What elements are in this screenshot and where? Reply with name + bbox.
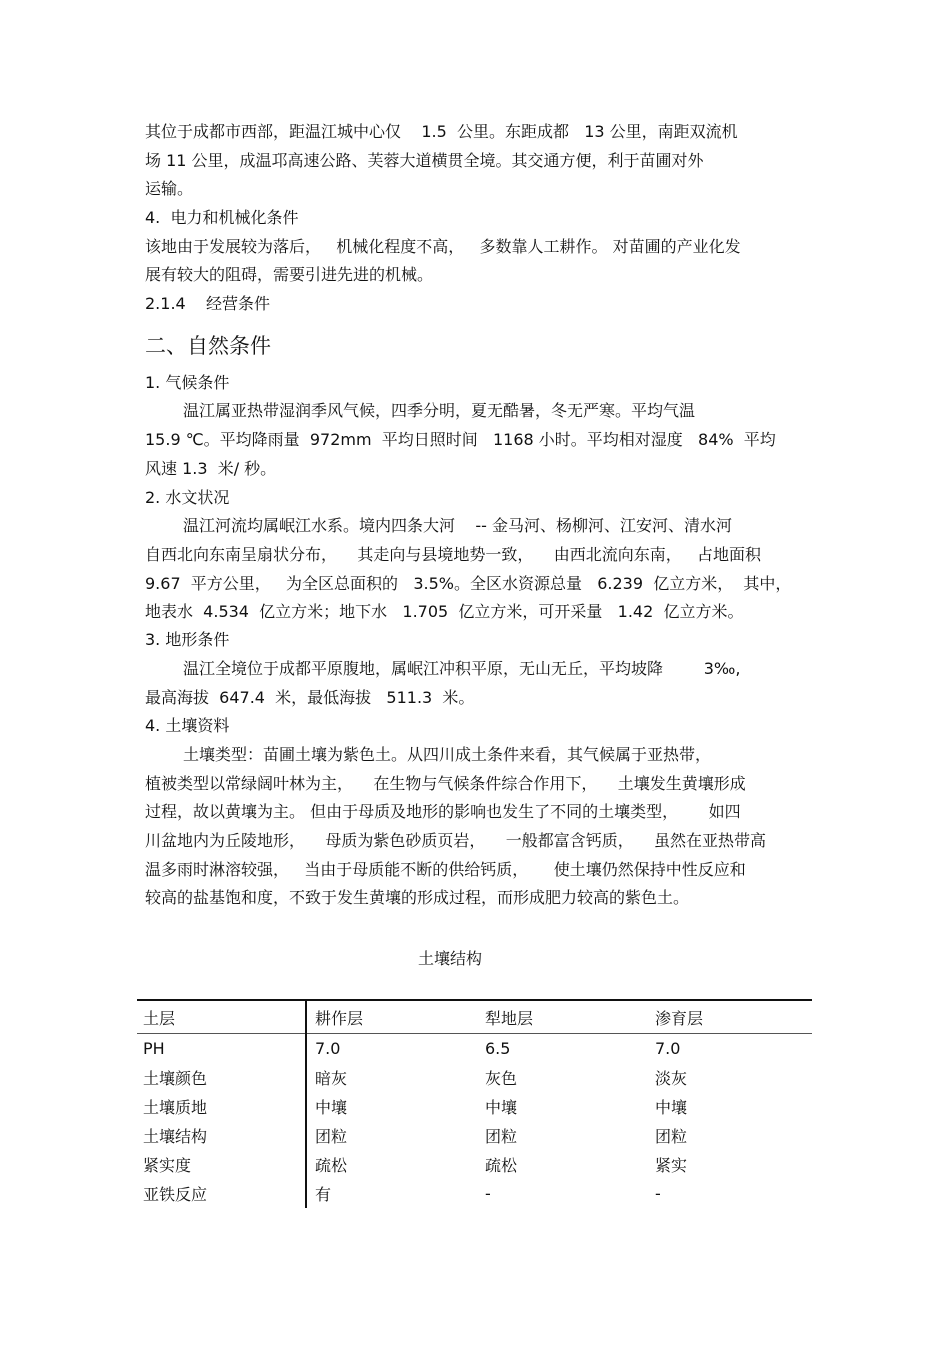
subheading: 4. 土壤资料 <box>145 716 230 735</box>
table-cell: 中壤 <box>655 1098 688 1117</box>
table-header-cell: 土层 <box>137 1000 306 1034</box>
table-cell: 团粒 <box>315 1127 348 1146</box>
table-cell: 紧实 <box>655 1156 688 1175</box>
table-header-row <box>137 1000 812 1034</box>
table-cell: 7.0 <box>315 1039 341 1058</box>
table-cell: 淡灰 <box>655 1069 688 1088</box>
table-cell: 土壤结构 <box>137 1121 306 1150</box>
table-cell: 中壤 <box>485 1098 518 1117</box>
table-cell: 暗灰 <box>315 1069 348 1088</box>
subheading: 2.1.4 经营条件 <box>145 294 271 313</box>
table-cell: PH <box>137 1034 306 1064</box>
table-cell: 团粒 <box>655 1127 688 1146</box>
table-cell: 7.0 <box>655 1039 681 1058</box>
text-line: 温江河流均属岷江水系。境内四条大河 -- 金马河、杨柳河、江安河、清水河 <box>183 516 732 535</box>
table-cell: 亚铁反应 <box>137 1179 306 1208</box>
table-row <box>137 1150 812 1179</box>
table-cell: - <box>485 1184 491 1203</box>
table-cell: 灰色 <box>485 1069 518 1088</box>
text-line: 场 11 公里，成温邛高速公路、芙蓉大道横贯全境。其交通方便，利于苗圃对外 <box>145 151 704 170</box>
subheading: 3. 地形条件 <box>145 630 230 649</box>
table-cell: 团粒 <box>485 1127 518 1146</box>
table-row <box>137 1063 812 1092</box>
subheading: 4. 电力和机械化条件 <box>145 208 299 227</box>
table-caption: 土壤结构 <box>417 949 482 968</box>
table-cell: 有 <box>315 1185 332 1204</box>
text-line: 9.67 平方公里， 为全区总面积的 3.5%。全区水资源总量 6.239 亿立方米， 其中， <box>145 574 792 593</box>
text-line: 川盆地内为丘陵地形， 母质为紫色砂质页岩， 一般都富含钙质， 虽然在亚热带高 <box>145 831 767 850</box>
text-line: 温多雨时淋溶较强， 当由于母质能不断的供给钙质， 使土壤仍然保持中性反应和 <box>145 860 746 879</box>
table-cell: 土壤颜色 <box>137 1063 306 1092</box>
text-line: 其位于成都市西部，距温江城中心仅 1.5 公里。东距成都 13 公里，南距双流机 <box>145 122 738 141</box>
text-line: 植被类型以常绿阔叶林为主， 在生物与气候条件综合作用下， 土壤发生黄壤形成 <box>145 774 746 793</box>
text-line: 风速 1.3 米/ 秒。 <box>145 459 277 478</box>
table-header-cell: 犁地层 <box>479 1000 649 1034</box>
table-header-cell: 耕作层 <box>306 1000 479 1034</box>
table-row <box>137 1179 812 1208</box>
text-line: 地表水 4.534 亿立方米；地下水 1.705 亿立方米，可开采量 1.42 亿立方米。 <box>145 602 744 621</box>
soil-structure-table <box>137 999 812 1208</box>
subheading: 2. 水文状况 <box>145 488 230 507</box>
subheading: 1. 气候条件 <box>145 373 230 392</box>
table-cell: - <box>655 1184 661 1203</box>
text-line: 较高的盐基饱和度，不致于发生黄壤的形成过程，而形成肥力较高的紫色土。 <box>145 888 690 907</box>
table-row <box>137 1092 812 1121</box>
text-line: 最高海拔 647.4 米，最低海拔 511.3 米。 <box>145 688 475 707</box>
table-header-cell: 渗育层 <box>649 1000 812 1034</box>
text-line: 温江属亚热带湿润季风气候，四季分明，夏无酷暑，冬无严寒。平均气温 <box>183 401 696 420</box>
text-line: 15.9 ℃。平均降雨量 972mm 平均日照时间 1168 小时。平均相对湿度 84% 平均 <box>145 430 776 449</box>
table-cell: 土壤质地 <box>137 1092 306 1121</box>
section-heading: 二、自然条件 <box>145 334 271 358</box>
text-line: 运输。 <box>145 179 194 198</box>
text-line: 温江全境位于成都平原腹地，属岷江冲积平原，无山无丘，平均坡降 3‰, <box>183 659 741 678</box>
text-line: 过程，故以黄壤为主。 但由于母质及地形的影响也发生了不同的土壤类型， 如四 <box>145 802 741 821</box>
table-row <box>137 1121 812 1150</box>
text-line: 自西北向东南呈扇状分布， 其走向与县境地势一致， 由西北流向东南， 占地面积 <box>145 545 761 564</box>
table-cell: 紧实度 <box>137 1150 306 1179</box>
text-line: 展有较大的阻碍，需要引进先进的机械。 <box>145 265 434 284</box>
table-cell: 疏松 <box>315 1156 348 1175</box>
table-cell: 疏松 <box>485 1156 518 1175</box>
table-cell: 6.5 <box>485 1039 511 1058</box>
table-row <box>137 1034 812 1064</box>
table-cell: 中壤 <box>315 1098 348 1117</box>
text-line: 土壤类型：苗圃土壤为紫色土。从四川成土条件来看，其气候属于亚热带， <box>183 745 712 764</box>
text-line: 该地由于发展较为落后， 机械化程度不高， 多数靠人工耕作。 对苗圃的产业化发 <box>145 237 741 256</box>
